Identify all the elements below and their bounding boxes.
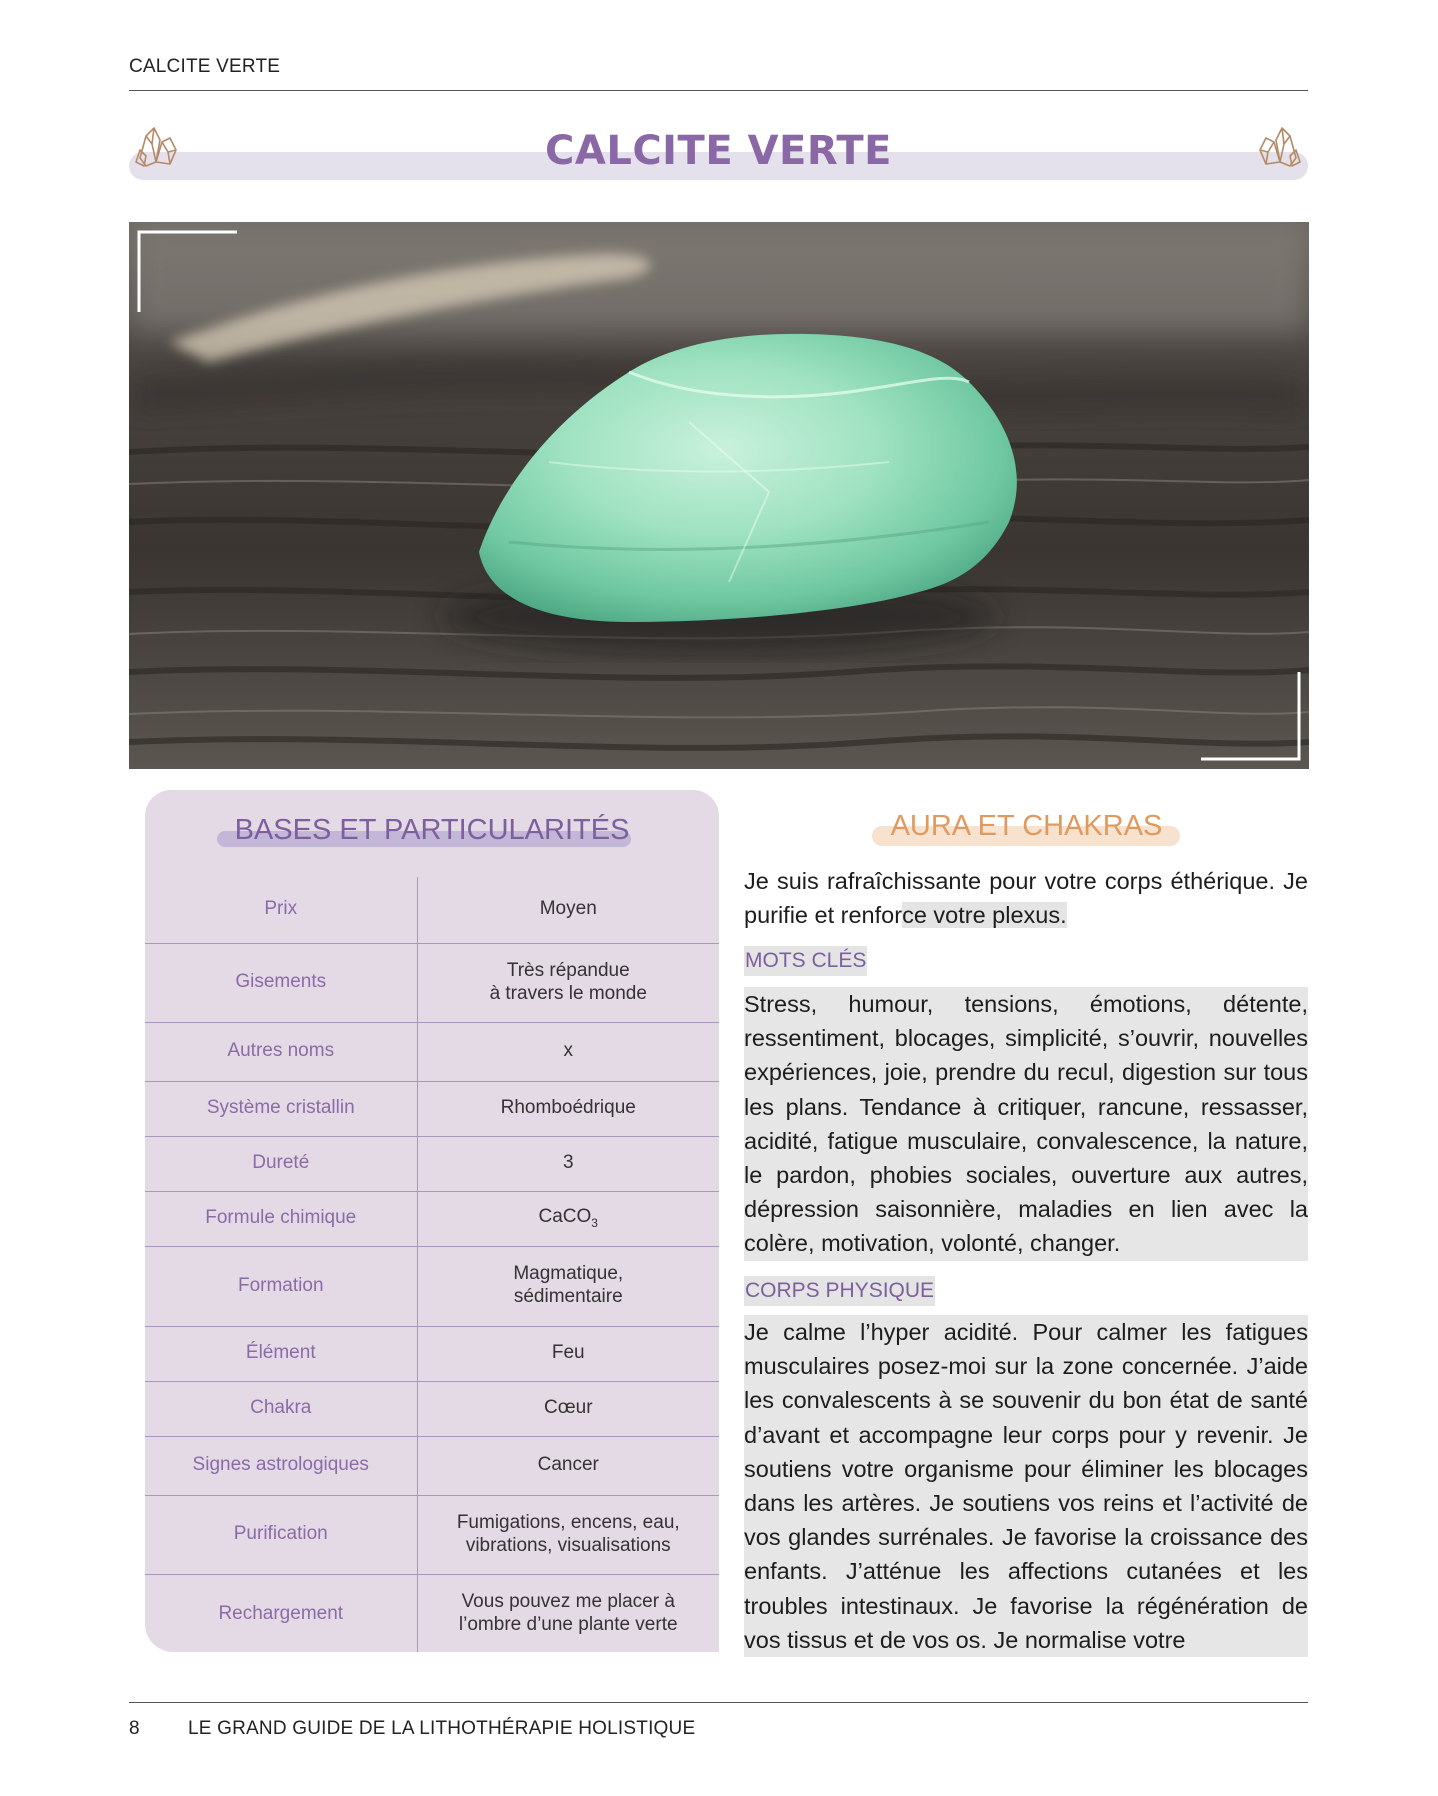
properties-panel (145, 790, 719, 1652)
aura-intro-highlight: ce votre plexus. (902, 902, 1067, 929)
aura-intro-text: Je suis rafraîchissante pour votre corps éthérique. Je purifie et renfor (744, 868, 1308, 929)
property-label: Rechargement (145, 1574, 417, 1652)
property-value: Moyen (539, 898, 597, 920)
aura-intro (744, 864, 1308, 932)
property-label: Autres noms (145, 1022, 417, 1081)
property-label: Formule chimique (145, 1191, 417, 1246)
table-row (145, 1022, 719, 1081)
property-label: Prix (145, 877, 417, 943)
keywords-label: MOTS CLÉS (744, 946, 867, 976)
property-value: Cœur (543, 1397, 593, 1419)
table-row (145, 1436, 719, 1495)
property-label: Dureté (145, 1136, 417, 1191)
property-value: Fumigations, encens, eau, vibrations, visualisations (456, 1511, 680, 1556)
property-value: Magmatique, sédimentaire (513, 1263, 624, 1307)
table-row (145, 1136, 719, 1191)
hero-photo (129, 222, 1309, 769)
property-label: Chakra (145, 1381, 417, 1436)
book-title: LE GRAND GUIDE DE LA LITHOTHÉRAPIE HOLISTIQUE (188, 1718, 696, 1739)
property-value: Très répandue à travers le monde (489, 959, 647, 1004)
property-value: 3 (562, 1152, 574, 1174)
property-value: Rhomboédrique (500, 1097, 636, 1119)
table-row (145, 1574, 719, 1652)
table-row (145, 1246, 719, 1326)
table-row (145, 1191, 719, 1246)
table-row (145, 877, 719, 943)
physical-body-text: Je calme l’hyper acidité. Pour calmer les fatigues musculaires posez-moi sur la zone concernée. J’aide les convalescents à se souvenir du bon état de santé d’avant et accompagne leur corps pour y revenir. Je soutiens votre organisme pour éliminer les blocages dans les artères. Je soutiens vos reins et l’activité de vos glandes surrénales. Je favorise la croissance des enfants. J’atténue les affections cutanées et les troubles intestinaux. Je favorise la régénération de vos tissus et de vos os. Je normalise votre (744, 1315, 1308, 1657)
running-head: CALCITE VERTE (129, 56, 281, 77)
table-row (145, 1381, 719, 1436)
physical-body-label: CORPS PHYSIQUE (744, 1276, 935, 1306)
property-label: Système cristallin (145, 1081, 417, 1136)
property-label: Formation (145, 1246, 417, 1326)
table-row (145, 943, 719, 1022)
property-value: x (563, 1040, 573, 1062)
table-row (145, 1081, 719, 1136)
header-rule (129, 90, 1308, 91)
property-value: Vous pouvez me placer à l’ombre d’une plante verte (458, 1591, 678, 1636)
page-number: 8 (129, 1718, 140, 1739)
property-label: Élément (145, 1326, 417, 1381)
property-value-formula (417, 1191, 719, 1246)
table-row (145, 1495, 719, 1574)
property-value: Feu (551, 1342, 585, 1364)
property-label: Signes astrologiques (145, 1436, 417, 1495)
property-label: Gisements (145, 943, 417, 1022)
property-value: Cancer (537, 1454, 599, 1476)
table-row (145, 1326, 719, 1381)
aura-heading: AURA ET CHAKRAS (890, 810, 1163, 842)
page-title: CALCITE VERTE (545, 128, 892, 174)
property-label: Purification (145, 1495, 417, 1574)
properties-table (145, 877, 719, 1652)
keywords-text: Stress, humour, tensions, émotions, détente, ressentiment, blocages, simplicité, s’ouvrir, nouvelles expériences, joie, prendre du recul, digestion sur tous les plans. Tendance à critiquer, rancune, ressasser, acidité, fatigue musculaire, convalescence, la nature, le pardon, phobies sociales, ouverture aux autres, dépression saisonnière, maladies en lien avec la colère, motivation, volonté, changer. (744, 987, 1308, 1261)
properties-heading: BASES ET PARTICULARITÉS (234, 814, 630, 846)
formula-base: CaCO (538, 1206, 592, 1228)
formula-subscript: 3 (591, 1216, 598, 1231)
footer-rule (129, 1702, 1308, 1703)
